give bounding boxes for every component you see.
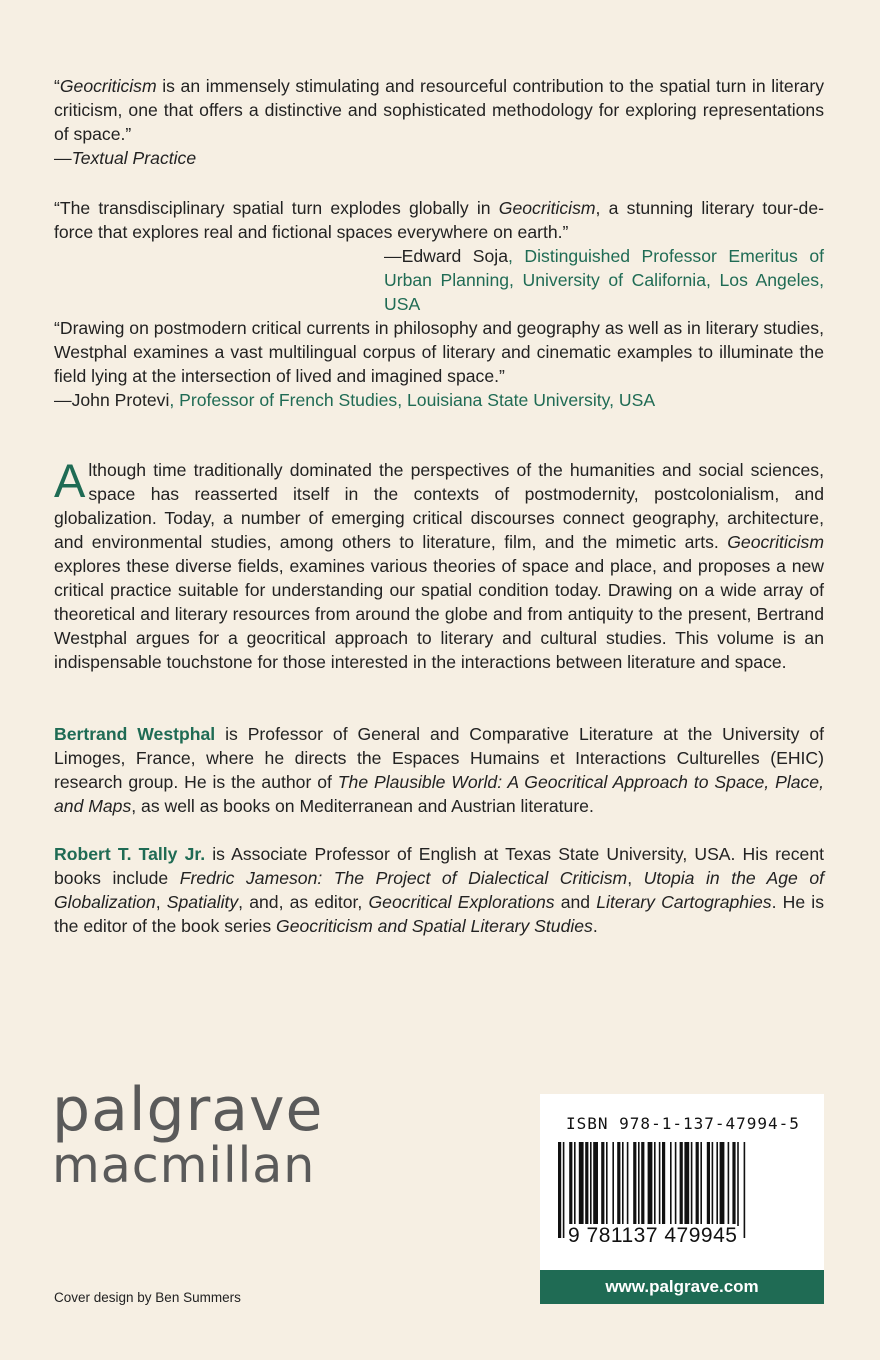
quote-body: , a stunning literary tour-de-force that explores real and fictional spaces everywhere on earth.” <box>54 198 824 242</box>
quote-text <box>54 316 824 388</box>
barcode-bar <box>648 1142 653 1226</box>
quote-body: is an immensely stimulating and resourceful contribution to the spatial turn in literary criticism, one that offers a distinctive and sophisticated methodology for exploring representations of space.” <box>54 76 824 144</box>
quote-body: “Drawing on postmodern critical currents in philosophy and geography as well as in literary studies, Westphal examines a vast multilingual corpus of literary and cinematic examples to illuminate the field lying at the intersection of lived and imagined space.” <box>54 318 824 386</box>
review-quote-1 <box>54 74 824 170</box>
barcode-bar <box>585 1142 588 1226</box>
barcode-bar <box>712 1142 714 1226</box>
barcode-bar <box>691 1142 693 1226</box>
italic-title: Geocriticism <box>59 76 157 96</box>
bio-text: , <box>627 868 644 888</box>
barcode-bar <box>558 1142 561 1238</box>
barcode-bar <box>569 1142 572 1226</box>
barcode-bar <box>641 1142 644 1226</box>
drop-cap: A <box>54 454 86 507</box>
barcode-bar <box>680 1142 683 1226</box>
barcode-bar <box>732 1142 735 1226</box>
bio-text: . <box>592 916 598 936</box>
italic-title: The Plausible World: A Geocritical Approach to Space, Place, and Maps <box>54 772 824 816</box>
barcode-bar <box>700 1142 702 1226</box>
attribution-title: , Professor of French Studies, Louisiana State University, USA <box>169 390 656 410</box>
attribution-name: —Edward Soja <box>384 246 508 266</box>
barcode-bar <box>670 1142 672 1226</box>
attribution-source: Textual Practice <box>71 148 197 168</box>
italic-title: Spatiality <box>166 892 239 912</box>
book-summary <box>54 454 824 674</box>
bio-text: is Professor of General and Comparative Literature at the University of Limoges, France, where he directs the Espaces Humains et Interactions Culturelles (EHIC) research group. He is the author of <box>54 724 825 792</box>
barcode-bar <box>716 1142 718 1226</box>
italic-title: Geocriticism <box>727 532 824 552</box>
barcode-bar <box>612 1142 614 1226</box>
bio-text: , as well as books on Mediterranean and Austrian literature. <box>131 796 594 816</box>
summary-text: explores these diverse fields, examines various theories of space and place, and proposes a new critical practice suitable for understanding our spatial condition today. Drawing on a wide array of theoretical and literary resources from around the globe and from antiquity to the present, Bertrand Westphal argues for a geocritical approach to literary and cultural studies. This volume is an indispensable touchstone for those interested in the interactions between literature and space. <box>54 556 824 672</box>
editor-bio-tally <box>54 842 824 938</box>
attribution-title: , Distinguished Professor Emeritus of Urban Planning, University of California, Los Angeles, USA <box>384 246 824 314</box>
isbn-barcode-box <box>540 1094 824 1270</box>
barcode-bar <box>659 1142 661 1226</box>
publisher-website[interactable]: www.palgrave.com <box>540 1270 824 1304</box>
barcode-bar <box>590 1142 592 1226</box>
quote-attribution <box>54 244 824 316</box>
barcode-bar <box>744 1142 746 1238</box>
barcode-bar <box>563 1142 565 1238</box>
barcode-bar <box>627 1142 629 1226</box>
italic-title: Geocriticism <box>498 198 596 218</box>
barcode-bar <box>601 1142 604 1226</box>
italic-title: Fredric Jameson: The Project of Dialectical Criticism <box>179 868 628 888</box>
logo-line-palgrave: palgrave <box>52 1075 324 1145</box>
quote-text <box>54 196 824 244</box>
barcode-bar <box>622 1142 624 1226</box>
barcode-digits: 9 781137 479945 <box>568 1224 738 1247</box>
quote-attribution <box>54 388 824 412</box>
barcode-bar <box>579 1142 584 1226</box>
quote-text <box>54 74 824 146</box>
barcode-bar <box>606 1142 608 1226</box>
attribution-name: —John Protevi <box>54 390 170 410</box>
italic-title: Utopia in the Age of Globalization <box>54 868 824 912</box>
barcode-bar <box>707 1142 710 1226</box>
author-name: Bertrand Westphal <box>54 724 216 744</box>
barcode-bar <box>696 1142 699 1226</box>
barcode-bar <box>662 1142 665 1226</box>
barcode-bar <box>617 1142 620 1226</box>
author-name: Robert T. Tally Jr. <box>54 844 206 864</box>
review-quote-3 <box>54 316 824 412</box>
logo-line-macmillan: macmillan <box>52 1137 316 1194</box>
bio-text: , and, as editor, <box>238 892 369 912</box>
barcode-bar <box>728 1142 730 1226</box>
barcode-bar <box>638 1142 640 1226</box>
publisher-logo <box>52 1075 324 1194</box>
open-quote: “ <box>54 76 60 96</box>
isbn-label: ISBN 978-1-137-47994-5 <box>566 1114 800 1133</box>
barcode-bar <box>593 1142 598 1226</box>
bio-text: is Associate Professor of English at Texas State University, USA. His recent books include <box>54 844 825 888</box>
barcode-bar <box>633 1142 636 1226</box>
quote-body: “The transdisciplinary spatial turn explodes globally in <box>54 198 499 218</box>
review-quote-2 <box>54 196 824 316</box>
quote-attribution <box>54 146 824 170</box>
author-bio-westphal <box>54 722 824 818</box>
barcode-bar <box>574 1142 576 1226</box>
bio-text: . He is the editor of the book series <box>54 892 824 936</box>
attribution-dash: — <box>54 148 72 168</box>
cover-design-credit: Cover design by Ben Summers <box>54 1290 241 1305</box>
italic-title: Geocritical Explorations <box>368 892 555 912</box>
summary-text: lthough time traditionally dominated the perspectives of the humanities and social sciences, space has reasserted itself in the contexts of postmodernity, postcolonialism, and globalization. Today, a number of emerging critical discourses connect geography, architecture, and environmental studies, among others to literature, film, and the mimetic arts. <box>54 460 824 552</box>
italic-title: Geocriticism and Spatial Literary Studies <box>276 916 593 936</box>
barcode-bar <box>720 1142 725 1226</box>
barcode-bar <box>684 1142 689 1226</box>
italic-title: Literary Cartographies <box>596 892 772 912</box>
bio-text: and <box>554 892 597 912</box>
barcode-bar <box>737 1142 739 1226</box>
barcode-bar <box>675 1142 677 1226</box>
bio-text: , <box>155 892 167 912</box>
